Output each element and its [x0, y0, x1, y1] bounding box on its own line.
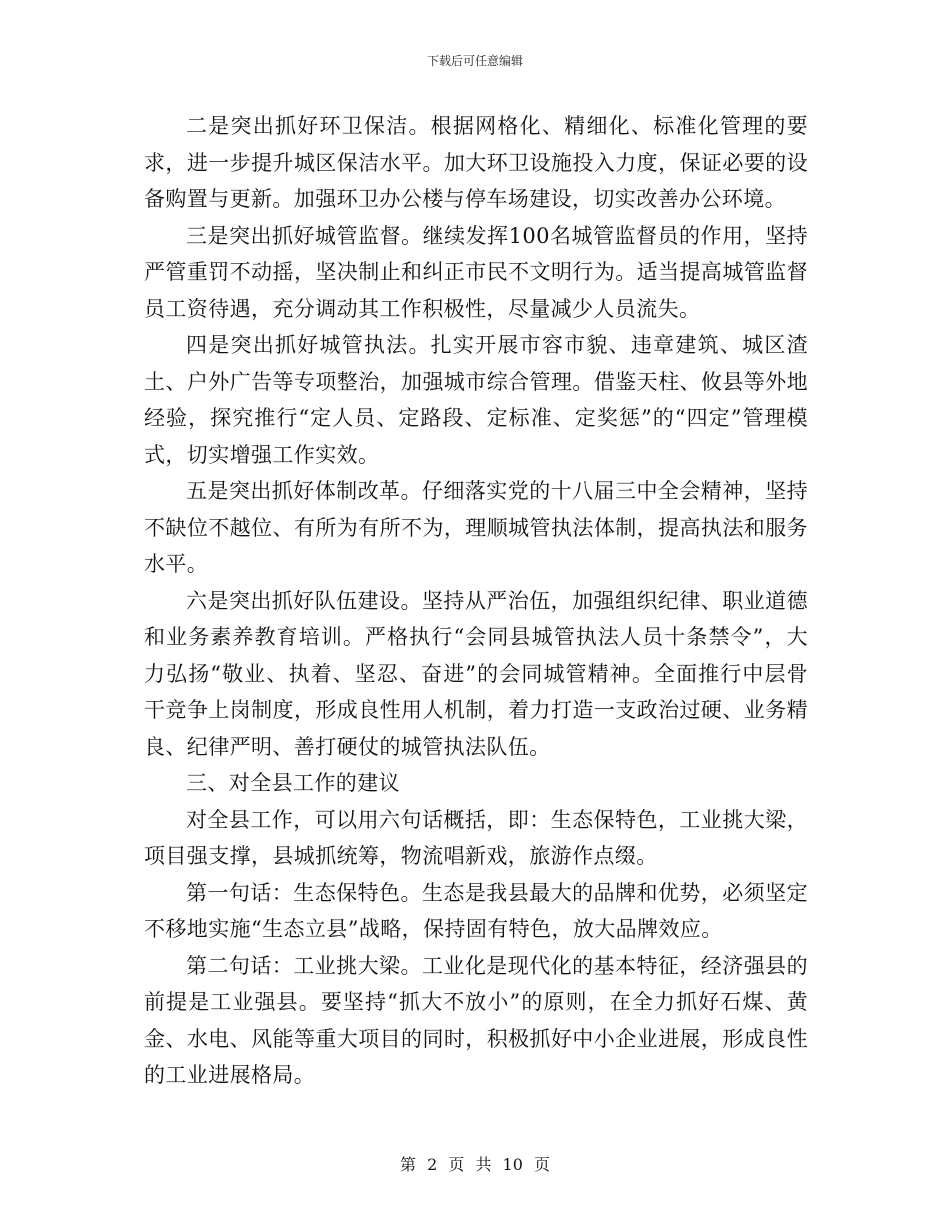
- paragraph: 对全县工作，可以用六句话概括，即：生态保特色，工业挑大梁，项目强支撑，县城抓统筹，物流唱新戏，旅游作点缀。: [144, 807, 808, 868]
- paragraph: 第一句话：生态保特色。生态是我县最大的品牌和优势，必须坚定不移地实施“生态立县”战略，保持固有特色，放大品牌效应。: [144, 880, 808, 941]
- paragraph: 二是突出抓好环卫保洁。根据网格化、精细化、标准化管理的要求，进一步提升城区保洁水平。加大环卫设施投入力度，保证必要的设备购置与更新。加强环卫办公楼与停车场建设，切实改善办公环境。: [144, 114, 808, 211]
- document-body: [144, 108, 808, 1094]
- paragraph: 三是突出抓好城管监督。继续发挥100名城管监督员的作用，坚持严管重罚不动摇，坚决制止和纠正市民不文明行为。适当提高城管监督员工资待遇，充分调动其工作积极性，尽量减少人员流失。: [144, 223, 808, 321]
- page-header: 下载后可任意编辑: [426, 54, 523, 68]
- paragraph: 六是突出抓好队伍建设。坚持从严治伍，加强组织纪律、职业道德和业务素养教育培训。严格执行“会同县城管执法人员十条禁令”，大力弘扬“敬业、执着、坚忍、奋进”的会同城管精神。全面推行中层骨干竞争上岗制度，形成良性用人机制，着力打造一支政治过硬、业务精良、纪律严明、善打硬仗的城管执法队伍。: [144, 588, 808, 759]
- section-heading: 三、对全县工作的建议: [186, 771, 400, 795]
- paragraph: 四是突出抓好城管执法。扎实开展市容市貌、违章建筑、城区渣土、户外广告等专项整治，加强城市综合管理。借鉴天柱、攸县等外地经验，探究推行“定人员、定路段、定标准、定奖惩”的“四定”管理模式，切实增强工作实效。: [144, 333, 808, 467]
- paragraph: 第二句话：工业挑大梁。工业化是现代化的基本特征，经济强县的前提是工业强县。要坚持“抓大不放小”的原则，在全力抓好石煤、黄金、水电、风能等重大项目的同时，积极抓好中小企业进展，形成良性的工业进展格局。: [144, 953, 808, 1087]
- page-number-footer: 第 2 页 共 10 页: [400, 1155, 550, 1174]
- paragraph: 五是突出抓好体制改革。仔细落实党的十八届三中全会精神，坚持不缺位不越位、有所为有所不为，理顺城管执法体制，提高执法和服务水平。: [144, 479, 808, 576]
